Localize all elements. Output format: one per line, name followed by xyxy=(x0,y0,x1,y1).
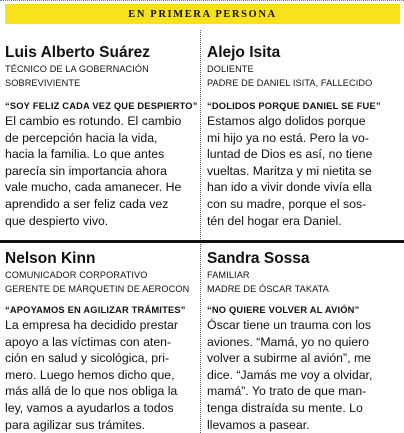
body-line: han ido a vivir donde vivía ella xyxy=(207,180,372,195)
body-line: La empresa ha decidido prestar xyxy=(5,318,178,332)
body-line: llevamos a pasear. xyxy=(207,417,310,432)
body-line: vueltas. Maritza y mi nietita se xyxy=(207,163,372,178)
body-line: ción en salud y sicológica, pri- xyxy=(5,351,170,366)
quote-headline: “DOLIDOS PORQUE DANIEL SE FUE” xyxy=(207,101,381,111)
banner-title: EN PRIMERA PERSONA xyxy=(128,8,277,20)
body-line: parecía sin importancia ahora xyxy=(5,163,167,178)
body-line: Óscar tiene un trauma con los xyxy=(207,318,372,332)
body-line: ley, vamos a ayudarlos a todos xyxy=(5,400,174,415)
section-banner xyxy=(5,4,400,24)
body-line: aviones. “Mamá, yo no quiero xyxy=(207,334,369,349)
body-line: mero. Luego hemos dicho que, xyxy=(5,367,175,382)
profile-role-line: MADRE DE ÓSCAR TAKATA xyxy=(207,284,329,294)
quote-body xyxy=(207,317,403,433)
quote-headline: “SOY FELIZ CADA VEZ QUE DESPIERTO” xyxy=(5,101,198,111)
profile-name: Luis Alberto Suárez xyxy=(5,44,150,61)
body-line: que despierto vivo. xyxy=(5,213,109,228)
body-line: apoyo a las víctimas con aten- xyxy=(5,334,172,349)
body-line: dice. “Jamás me voy a olvidar, xyxy=(207,367,373,382)
body-line: vale mucho, cada amanecer. He xyxy=(5,180,182,195)
profiles-grid xyxy=(0,30,404,433)
profile-card xyxy=(207,243,403,433)
body-line: mamá”. Yo trato de que man- xyxy=(207,384,367,399)
quote-body xyxy=(5,113,197,229)
profile-name: Sandra Sossa xyxy=(207,250,310,267)
quote-body xyxy=(5,317,197,433)
body-line: para agilizar sus trámites. xyxy=(5,417,146,432)
body-line: de percepción hacia la vida, xyxy=(5,130,158,145)
profile-role-line: DOLIENTE xyxy=(207,64,254,74)
body-line: más allá de lo que nos obliga la xyxy=(5,384,178,399)
profile-role-line: FAMILIAR xyxy=(207,270,250,280)
profile-card xyxy=(5,243,197,433)
body-line: tenga distraída su mente. Lo xyxy=(207,400,363,415)
profile-role-line: PADRE DE DANIEL ISITA, FALLECIDO xyxy=(207,78,373,88)
profile-role-line: SOBREVIVIENTE xyxy=(5,78,81,88)
profile-card xyxy=(5,30,197,229)
quote-body xyxy=(207,113,403,229)
body-line: mi hijo ya no está. Pero la vo- xyxy=(207,130,369,145)
profile-name: Alejo Isita xyxy=(207,44,281,61)
body-line: volver a subirme al avión”, me xyxy=(207,351,372,366)
top-dotted-border xyxy=(0,0,404,1)
column-divider xyxy=(200,30,201,433)
profile-role-line: GERENTE DE MÁRQUETIN DE AEROCON xyxy=(5,284,190,294)
body-line: Estamos algo dolidos porque xyxy=(207,114,366,128)
body-line: El cambio es rotundo. El cambio xyxy=(5,114,182,128)
profile-role-line: TÉCNICO DE LA GOBERNACIÓN xyxy=(5,64,149,74)
body-line: luntad de Dios es así, no tiene xyxy=(207,147,373,162)
body-line: hacia la familia. Lo que antes xyxy=(5,147,165,162)
quote-headline: “NO QUIERE VOLVER AL AVIÓN” xyxy=(207,305,360,315)
profile-name: Nelson Kinn xyxy=(5,250,96,267)
profile-card xyxy=(207,30,403,229)
body-line: con su madre, porque el sos- xyxy=(207,196,367,211)
body-line: aprendido a ser feliz cada vez xyxy=(5,196,169,211)
quote-headline: “APOYAMOS EN AGILIZAR TRÁMITES” xyxy=(5,305,186,315)
body-line: tén del hogar era Daniel. xyxy=(207,213,342,228)
profile-role-line: COMUNICADOR CORPORATIVO xyxy=(5,270,148,280)
